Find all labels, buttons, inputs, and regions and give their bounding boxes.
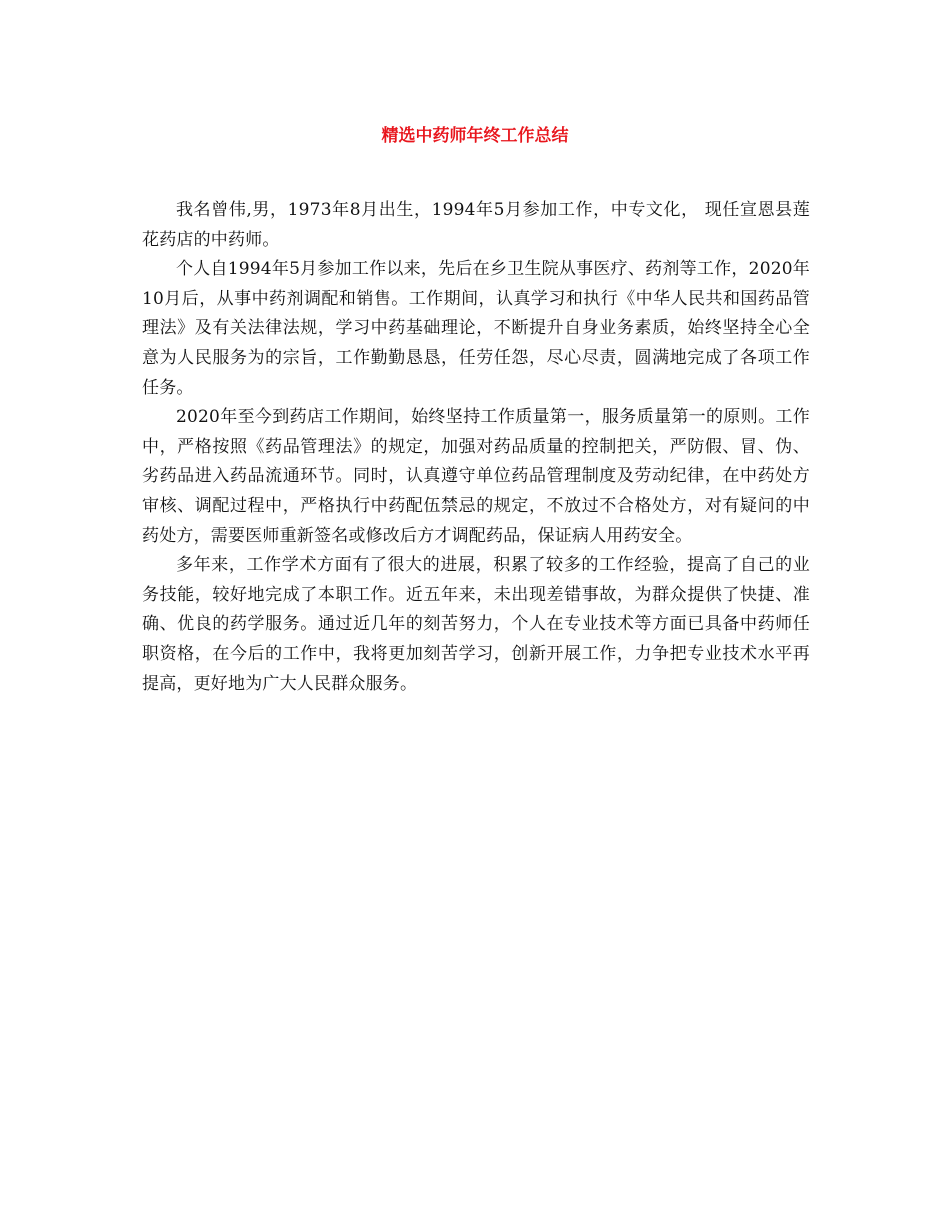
paragraph-pharmacy-work: 2020年至今到药店工作期间，始终坚持工作质量第一，服务质量第一的原则。工作中，严格按照《药品管理法》的规定，加强对药品质量的控制把关，严防假、冒、伪、劣药品进入药品流通环节。同时，认真遵守单位药品管理制度及劳动纪律，在中药处方审核、调配过程中，严格执行中药配伍禁忌的规定，不放过不合格处方，对有疑问的中药处方，需要医师重新签名或修改后方才调配药品，保证病人用药安全。 xyxy=(142,407,810,546)
document-body xyxy=(142,196,810,699)
paragraph-work-history: 个人自1994年5月参加工作以来，先后在乡卫生院从事医疗、药剂等工作，2020年10月后，从事中药剂调配和销售。工作期间，认真学习和执行《中华人民共和国药品管理法》及有关法律法规，学习中药基础理论，不断提升自身业务素质，始终坚持全心全意为人民服务为的宗旨，工作勤勤恳恳，任劳任怨，尽心尽责，圆满地完成了各项工作任务。 xyxy=(142,259,810,398)
paragraph-achievements: 多年来，工作学术方面有了很大的进展，积累了较多的工作经验，提高了自己的业务技能，较好地完成了本职工作。近五年来，未出现差错事故，为群众提供了快捷、准确、优良的药学服务。通过近几年的刻苦努力，个人在专业技术等方面已具备中药师任职资格，在今后的工作中，我将更加刻苦学习，创新开展工作，力争把专业技术水平再提高，更好地为广大人民群众服务。 xyxy=(142,555,810,694)
document-title: 精选中药师年终工作总结 xyxy=(381,126,569,146)
paragraph-personal-info: 我名曾伟,男，1973年8月出生，1994年5月参加工作，中专文化， 现任宣恩县莲花药店的中药师。 xyxy=(142,200,810,250)
